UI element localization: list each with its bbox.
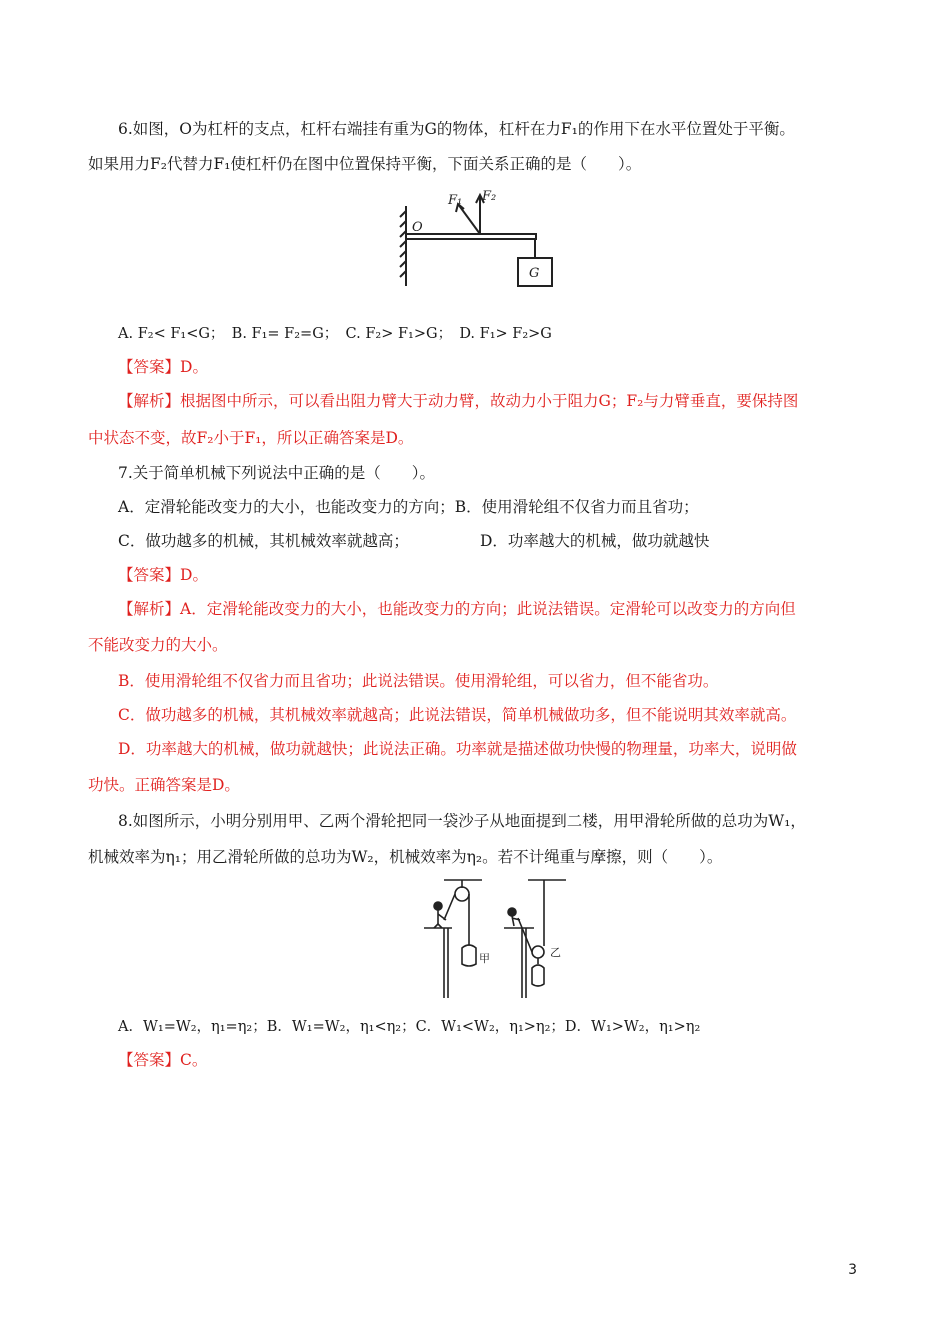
q7-analysis-line4: C．做功越多的机械，其机械效率就越高；此说法错误，简单机械做功多，但不能说明其效率就高。	[118, 706, 797, 724]
q7-stem: 7.关于简单机械下列说法中正确的是（ ）。	[118, 464, 436, 482]
q8-options: A．W₁=W₂，η₁=η₂；B．W₁=W₂，η₁<η₂；C．W₁<W₂，η₁>η₂；D．W₁>W₂，η₁>η₂	[118, 1019, 701, 1035]
q6-stem-line2: 如果用力F₂代替力F₁使杠杆仍在图中位置保持平衡，下面关系正确的是（ ）。	[88, 155, 642, 173]
q6-analysis-line2: 中状态不变，故F₂小于F₁，所以正确答案是D。	[88, 429, 414, 447]
q6-stem-line1: 6.如图，O为杠杆的支点，杠杆右端挂有重为G的物体，杠杆在力F₁的作用下在水平位置处于平衡。	[118, 120, 795, 138]
q8-pulley-figure	[418, 876, 578, 1001]
q8-stem-line2: 机械效率为η₁；用乙滑轮所做的总功为W₂，机械效率为η₂。若不计绳重与摩擦，则（ ）。	[88, 848, 723, 866]
q7-analysis-line3: B．使用滑轮组不仅省力而且省功；此说法错误。使用滑轮组，可以省力，但不能省功。	[118, 672, 719, 690]
q7-answer: 【答案】D。	[118, 566, 208, 584]
q6-lever-figure	[396, 186, 596, 294]
q6-analysis-line1: 【解析】根据图中所示，可以看出阻力臂大于动力臂，故动力小于阻力G；F₂与力臂垂直，要保持图	[118, 392, 799, 410]
q7-options-ab: A．定滑轮能改变力的大小，也能改变力的方向；B．使用滑轮组不仅省力而且省功；	[118, 498, 699, 516]
answer-label: 【答案】	[118, 358, 181, 376]
q6-answer: 【答案】D。	[118, 358, 208, 376]
q7-option-d: D．功率越大的机械，做功就越快	[480, 532, 710, 550]
q7-option-c: C．做功越多的机械，其机械效率就越高；	[118, 532, 409, 550]
fixed-pulley	[455, 887, 469, 901]
person-left	[434, 902, 442, 910]
label-yi: 乙	[550, 946, 561, 959]
label-f1: F₁	[448, 193, 463, 208]
label-f2: F₂	[482, 189, 497, 204]
q7-analysis-line6: 功快。正确答案是D。	[88, 776, 240, 794]
lever-bar	[406, 234, 536, 239]
sandbag-yi	[532, 965, 544, 986]
label-g: G	[529, 266, 540, 281]
label-jia: 甲	[479, 952, 490, 965]
page-number: 3	[848, 1262, 857, 1278]
label-o: O	[412, 220, 423, 235]
sandbag-jia	[462, 945, 476, 966]
f1-arrow	[458, 204, 480, 234]
q7-analysis-line2: 不能改变力的大小。	[88, 636, 228, 654]
person-right	[508, 908, 516, 916]
movable-pulley	[532, 946, 544, 958]
q7-analysis-line1: 【解析】A．定滑轮能改变力的大小，也能改变力的方向；此说法错误。定滑轮可以改变力的方向但	[118, 600, 796, 618]
q8-stem-line1: 8.如图所示，小明分别用甲、乙两个滑轮把同一袋沙子从地面提到二楼，用甲滑轮所做的总功为W₁，	[118, 812, 806, 830]
q8-answer: 【答案】C。	[118, 1051, 208, 1069]
q7-analysis-line5: D．功率越大的机械，做功就越快；此说法正确。功率就是描述做功快慢的物理量，功率大，说明做	[118, 740, 797, 758]
q6-options: A. F₂< F₁<G； B. F₁= F₂=G； C. F₂> F₁>G； D. F₁> F₂>G	[118, 326, 552, 342]
analysis-label: 【解析】	[118, 392, 181, 410]
